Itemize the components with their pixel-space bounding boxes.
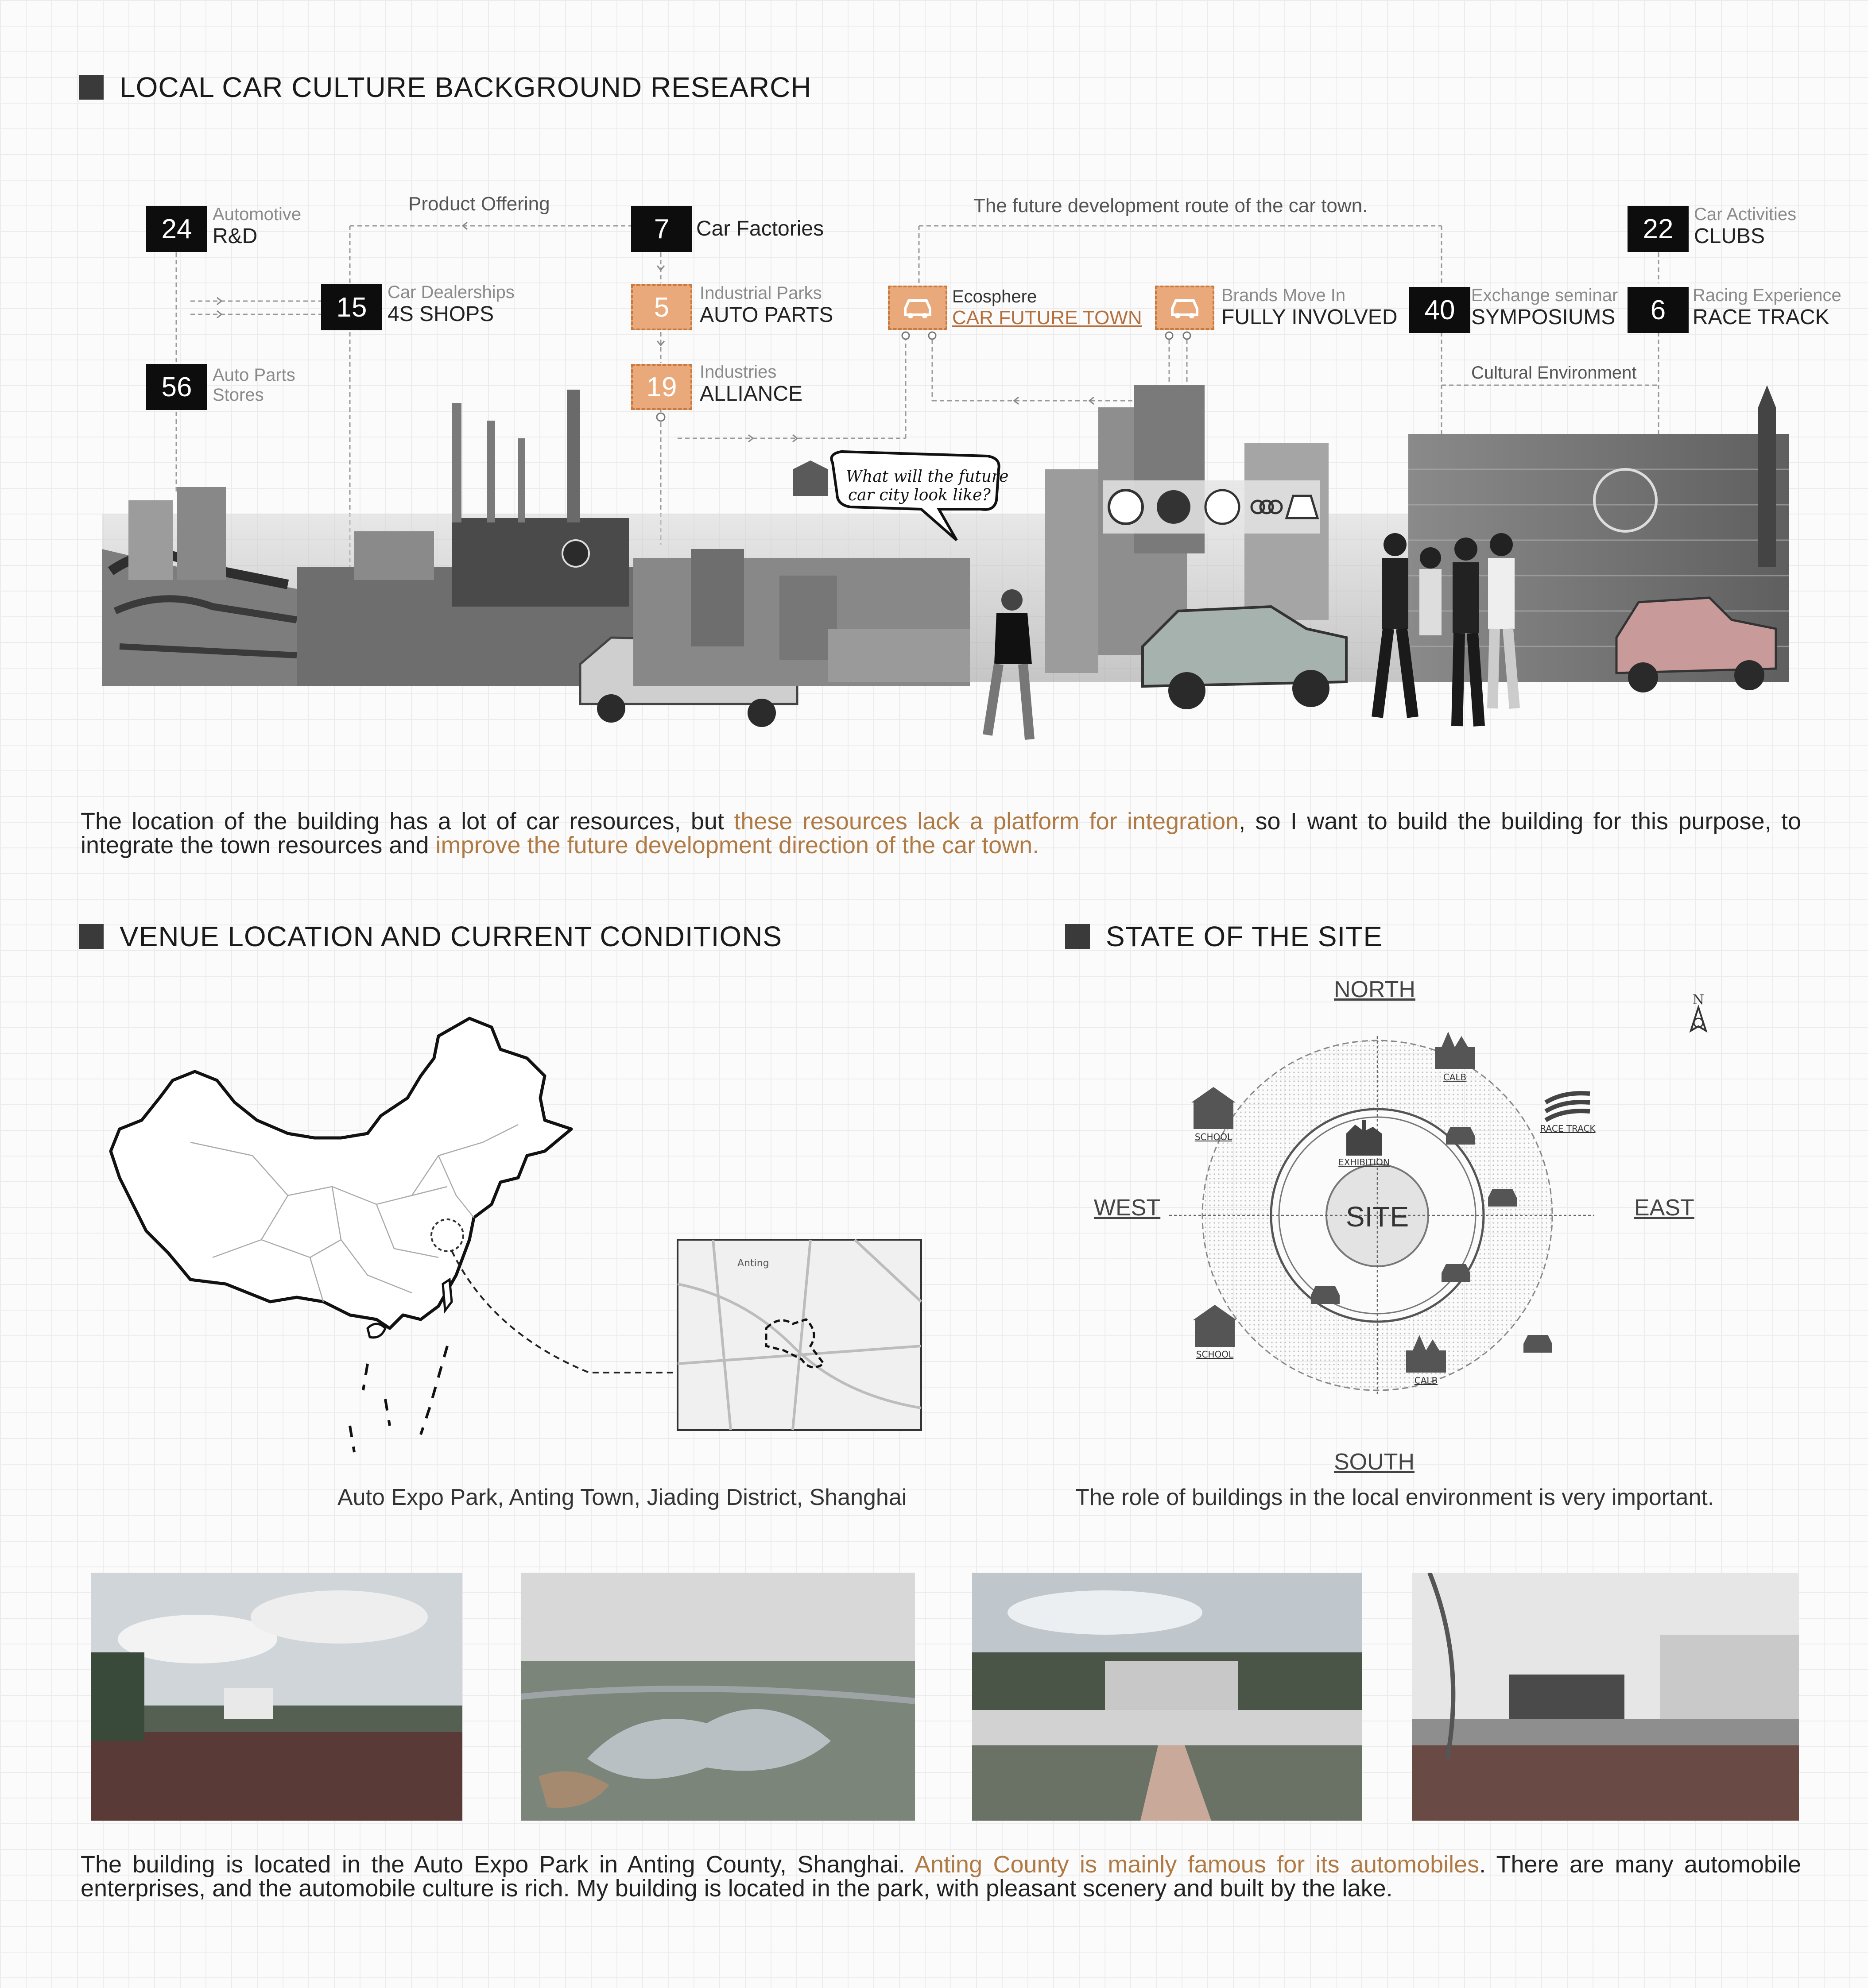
- race-track-icon: [1546, 1093, 1590, 1120]
- site-compass-diagram: [1081, 974, 1745, 1483]
- intro-paragraph: The location of the building has a lot of car resources, but these resources lack a platform for integration, so I want to build the building for this purpose, to integrate the town resources and improve the future development direction of the car town.: [81, 808, 1802, 859]
- label-industries-alliance: Industries ALLIANCE: [700, 362, 803, 406]
- bubble-line-2: car city look like?: [848, 486, 991, 504]
- brand-logos: [1103, 480, 1320, 534]
- race-track-label: RACE TRACK: [1540, 1123, 1596, 1134]
- calb-label-2: CALB: [1414, 1375, 1438, 1386]
- badge-rd: 24: [146, 206, 207, 252]
- school-label-1: SCHOOL: [1194, 1132, 1232, 1142]
- badge-symposiums: 40: [1409, 287, 1470, 333]
- map-caption: Auto Expo Park, Anting Town, Jiading District, Shanghai: [337, 1485, 907, 1510]
- title-square-icon: [79, 924, 104, 949]
- site-section-title: STATE OF THE SITE: [1065, 920, 1383, 953]
- north-arrow-icon: [1691, 992, 1706, 1031]
- photo-aerial-park: [521, 1573, 915, 1821]
- east-label: EAST: [1634, 1195, 1694, 1221]
- exhibition-label: EXHIBITION: [1338, 1157, 1390, 1168]
- badge-4s-shops: 15: [321, 284, 382, 330]
- calb-label-1: CALB: [1443, 1072, 1467, 1083]
- china-map: [102, 1009, 988, 1466]
- label-ecosphere: Ecosphere CAR FUTURE TOWN: [952, 287, 1142, 329]
- car-icon-brands: [1155, 286, 1214, 330]
- photo-lake-pavilion: [91, 1573, 462, 1821]
- label-industrial-parks: Industrial Parks AUTO PARTS: [700, 283, 833, 327]
- north-label: NORTH: [1334, 977, 1415, 1002]
- site-caption: The role of buildings in the local environment is very important.: [1075, 1485, 1714, 1510]
- badge-industries-alliance: 19: [631, 364, 692, 410]
- label-4s-shops: Car Dealerships 4S SHOPS: [388, 282, 515, 326]
- cultural-environment-label: Cultural Environment: [1471, 363, 1637, 383]
- badge-race-track: 6: [1628, 287, 1689, 333]
- car-icon-ecosphere: [888, 286, 947, 330]
- research-section-title: LOCAL CAR CULTURE BACKGROUND RESEARCH: [79, 71, 812, 104]
- anting-inset-map: [678, 1240, 921, 1430]
- badge-car-factories: 7: [631, 206, 692, 252]
- title-square-icon: [1065, 924, 1090, 949]
- photo-lakeside-building: [1412, 1573, 1799, 1821]
- venue-section-title: VENUE LOCATION AND CURRENT CONDITIONS: [79, 920, 782, 953]
- label-auto-parts-stores: Auto Parts Stores: [213, 365, 295, 405]
- label-race-track: Racing Experience RACE TRACK: [1693, 286, 1841, 329]
- badge-clubs: 22: [1628, 206, 1689, 252]
- school-label-2: SCHOOL: [1196, 1349, 1234, 1360]
- future-route-label: The future development route of the car town.: [973, 195, 1368, 217]
- photo-terrace-path: [972, 1573, 1362, 1821]
- site-center-label: SITE: [1345, 1201, 1409, 1233]
- west-label: WEST: [1094, 1195, 1161, 1221]
- calb-icon-1: [1435, 1032, 1475, 1069]
- label-clubs: Car Activities CLUBS: [1694, 205, 1797, 248]
- product-offering-label: Product Offering: [408, 193, 550, 215]
- label-symposiums: Exchange seminar SYMPOSIUMS: [1471, 286, 1618, 329]
- south-label: SOUTH: [1334, 1449, 1415, 1475]
- closing-paragraph: The building is located in the Auto Expo Park in Anting County, Shanghai. Anting County is mainly famous for its automobiles. There are many automobile enterprises, and the automobile culture is rich. My building is located in the park, with pleasant scenery and built by the lake.: [81, 1851, 1801, 1902]
- car-culture-collage: [102, 381, 1794, 793]
- label-car-factories: Car Factories: [696, 217, 824, 240]
- label-brands: Brands Move In FULLY INVOLVED: [1221, 286, 1398, 329]
- badge-industrial-parks: 5: [631, 284, 692, 330]
- label-rd: Automotive R&D: [213, 205, 302, 248]
- badge-auto-parts-stores: 56: [146, 364, 207, 410]
- inset-town-label: Anting: [737, 1258, 769, 1269]
- svg-text:N: N: [1692, 992, 1705, 1008]
- school-icon-1: [1191, 1087, 1236, 1129]
- bubble-line-1: What will the future: [846, 468, 1009, 486]
